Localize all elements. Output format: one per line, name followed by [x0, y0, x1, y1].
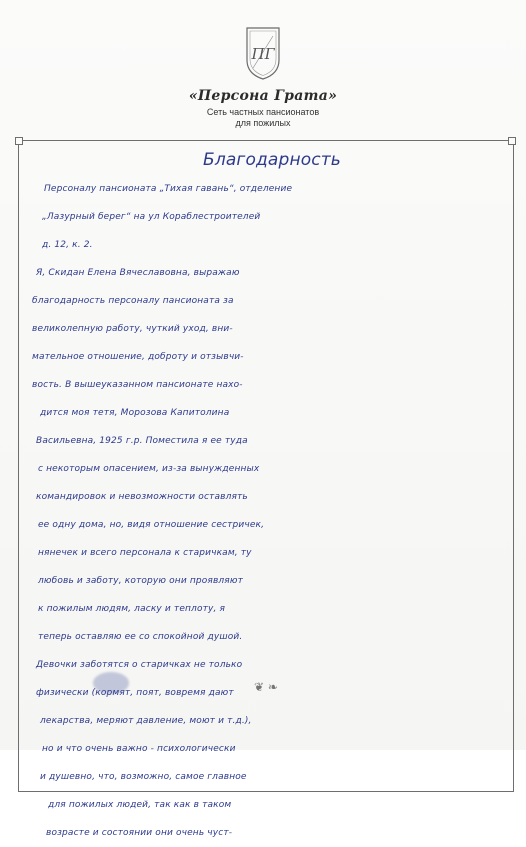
letter-line: мательное отношение, доброту и отзывчи-	[32, 352, 244, 362]
letter-line: „Лазурный берег“ на ул Кораблестроителей	[42, 212, 261, 222]
frame-corner-top-left	[15, 137, 23, 145]
letter-line: и душевно, что, возможно, самое главное	[40, 772, 247, 782]
tagline-line-2: для пожилых	[235, 118, 291, 128]
letter-line: д. 12, к. 2.	[42, 240, 93, 250]
letter-line: Васильевна, 1925 г.р. Поместила я ее туда	[36, 436, 248, 446]
letter-line: нянечек и всего персонала к старичкам, ту	[38, 548, 252, 558]
letter-line: к пожилым людям, ласку и теплоту, я	[38, 604, 226, 614]
letter-line: ее одну дома, но, видя отношение сестричек,	[38, 520, 265, 530]
letter-line: вость. В вышеуказанном пансионате нахо-	[32, 380, 243, 390]
letter-line: для пожилых людей, так как в таком	[48, 800, 232, 810]
brand-name: «Персона Грата»	[188, 88, 338, 104]
letter-line: дится моя тетя, Морозова Капитолина	[40, 408, 230, 418]
brand-tagline	[0, 107, 526, 129]
frame-corner-top-right	[508, 137, 516, 145]
letter-line: но и что очень важно - психологически	[42, 744, 236, 754]
letter-line: Я, Скидан Елена Вячеславовна, выражаю	[36, 268, 240, 278]
letter-line: возрасте и состоянии они очень чуст-	[46, 828, 233, 838]
tagline-line-1: Сеть частных пансионатов	[206, 107, 320, 117]
frame-ornament: ❦ ❧	[254, 680, 278, 694]
letterhead	[0, 24, 526, 129]
letter-line: командировок и невозможности оставлять	[36, 492, 248, 502]
letter-line: теперь оставляю ее со спокойной душой.	[38, 632, 243, 642]
letter-line: физически (кормят, поят, вовремя дают	[36, 688, 234, 698]
letter-line: лекарства, меряют давление, моют и т.д.),	[40, 716, 252, 726]
handwritten-letter	[32, 145, 502, 847]
letter-line: благодарность персоналу пансионата за	[32, 296, 234, 306]
monogram-shield-logo	[241, 24, 285, 82]
letter-line: любовь и заботу, которую они проявляют	[38, 576, 243, 586]
letter-line: Персоналу пансионата „Тихая гавань“, отделение	[44, 184, 293, 194]
letter-title: Благодарность	[203, 150, 341, 170]
monogram-text: ПГ	[251, 45, 275, 63]
letter-line: с некоторым опасением, из-за вынужденных	[38, 464, 260, 474]
letter-line: великолепную работу, чуткий уход, вни-	[32, 324, 233, 334]
letter-line: Девочки заботятся о старичках не только	[36, 660, 243, 670]
